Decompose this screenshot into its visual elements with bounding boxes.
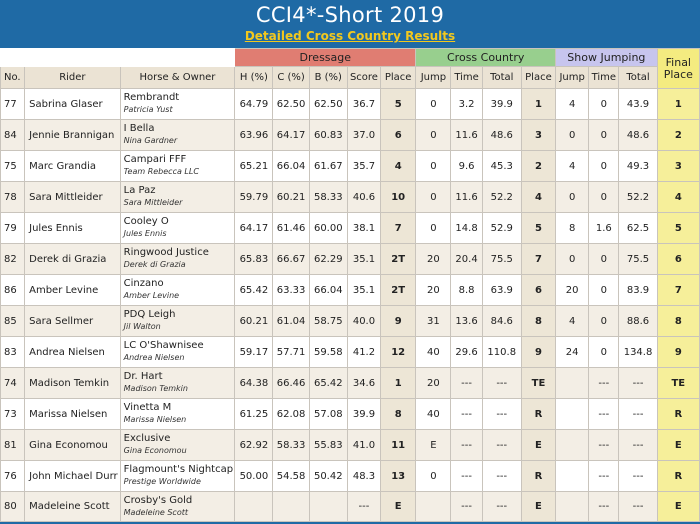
page-subtitle-link[interactable]: Detailed Cross Country Results: [244, 29, 456, 43]
final-place: TE: [657, 368, 699, 399]
rider-number: 85: [1, 306, 25, 337]
owner-name: Team Rebecca LLC: [123, 167, 199, 176]
xc-jump: 20: [416, 368, 451, 399]
horse-name: Exclusive: [123, 433, 171, 444]
table-row: [1, 399, 700, 430]
rider-name: Andrea Nielsen: [25, 337, 121, 368]
sj-jump: 0: [556, 120, 589, 151]
xc-jump: 0: [416, 89, 451, 120]
dressage-place: 4: [381, 151, 416, 182]
horse-name: Vinetta M: [123, 402, 172, 413]
rider-number: 82: [1, 244, 25, 275]
sj-total: 75.5: [619, 244, 657, 275]
table-row: [1, 151, 700, 182]
owner-name: Amber Levine: [123, 291, 180, 300]
horse-name: La Paz: [123, 185, 156, 196]
col-rider: Rider: [25, 67, 121, 89]
xc-time: 3.2: [451, 89, 482, 120]
xc-total: 110.8: [482, 337, 521, 368]
dressage-c: 62.50: [273, 89, 309, 120]
sj-time: ---: [589, 492, 619, 522]
sj-total: 49.3: [619, 151, 657, 182]
table-row: [1, 182, 700, 213]
owner-name: Andrea Nielsen: [123, 353, 185, 362]
xc-jump: 20: [416, 275, 451, 306]
dressage-place: 7: [381, 213, 416, 244]
sj-total: ---: [619, 399, 657, 430]
sj-total: 134.8: [619, 337, 657, 368]
dressage-c: 61.04: [273, 306, 309, 337]
horse-owner-cell: [120, 430, 235, 461]
col-no: No.: [1, 67, 25, 89]
col-sj-total: Total: [619, 67, 657, 89]
dressage-c: 64.17: [273, 120, 309, 151]
rider-name: Jules Ennis: [25, 213, 121, 244]
xc-time: 8.8: [451, 275, 482, 306]
owner-name: Nina Gardner: [123, 136, 178, 145]
horse-owner-cell: [120, 213, 235, 244]
xc-time: ---: [451, 492, 482, 522]
rider-number: 77: [1, 89, 25, 120]
rider-name: Derek di Grazia: [25, 244, 121, 275]
rider-number: 76: [1, 461, 25, 492]
sj-total: 43.9: [619, 89, 657, 120]
dressage-h: 65.42: [235, 275, 273, 306]
final-place: 1: [657, 89, 699, 120]
horse-owner-cell: [120, 337, 235, 368]
sj-total: ---: [619, 430, 657, 461]
dressage-c: 57.71: [273, 337, 309, 368]
final-place: E: [657, 492, 699, 522]
xc-time: 9.6: [451, 151, 482, 182]
horse-owner-cell: [120, 244, 235, 275]
dressage-place: 8: [381, 399, 416, 430]
xc-jump: [416, 492, 451, 522]
rider-name: Madeleine Scott: [25, 492, 121, 522]
sj-jump: 24: [556, 337, 589, 368]
dressage-score: 40.0: [347, 306, 380, 337]
dressage-c: 66.67: [273, 244, 309, 275]
owner-name: Derek di Grazia: [123, 260, 186, 269]
table-row: [1, 368, 700, 399]
xc-place: 3: [521, 120, 555, 151]
sj-total: ---: [619, 492, 657, 522]
horse-name: Ringwood Justice: [123, 247, 209, 258]
table-row: [1, 337, 700, 368]
xc-jump: 0: [416, 461, 451, 492]
owner-name: Patricia Yust: [123, 105, 173, 114]
horse-name: LC O'Shawnisee: [123, 340, 204, 351]
sj-jump: 20: [556, 275, 589, 306]
xc-time: ---: [451, 368, 482, 399]
dressage-b: 60.83: [309, 120, 347, 151]
dressage-place: 13: [381, 461, 416, 492]
xc-place: TE: [521, 368, 555, 399]
xc-total: 84.6: [482, 306, 521, 337]
dressage-b: 58.75: [309, 306, 347, 337]
xc-jump: 0: [416, 213, 451, 244]
xc-place: R: [521, 399, 555, 430]
rider-name: Sabrina Glaser: [25, 89, 121, 120]
sj-time: ---: [589, 368, 619, 399]
dressage-score: 35.7: [347, 151, 380, 182]
xc-time: ---: [451, 461, 482, 492]
sj-time: 0: [589, 120, 619, 151]
sj-time: 0: [589, 306, 619, 337]
sj-total: 88.6: [619, 306, 657, 337]
page-title: CCI4*-Short 2019: [255, 3, 445, 27]
dressage-score: 34.6: [347, 368, 380, 399]
owner-name: Jules Ennis: [123, 229, 167, 238]
group-cross-country: Cross Country: [416, 49, 556, 67]
table-row: [1, 89, 700, 120]
rider-number: 74: [1, 368, 25, 399]
xc-time: 20.4: [451, 244, 482, 275]
xc-total: 52.9: [482, 213, 521, 244]
rider-number: 75: [1, 151, 25, 182]
sj-jump: 0: [556, 244, 589, 275]
xc-jump: 0: [416, 151, 451, 182]
xc-time: 11.6: [451, 182, 482, 213]
xc-place: 8: [521, 306, 555, 337]
sj-time: 0: [589, 89, 619, 120]
horse-name: Flagmount's Nightcap: [123, 464, 234, 475]
final-place: 3: [657, 151, 699, 182]
rider-number: 83: [1, 337, 25, 368]
sj-time: 0: [589, 151, 619, 182]
horse-name: Cinzano: [123, 278, 164, 289]
owner-name: Madeleine Scott: [123, 507, 188, 517]
xc-jump: 31: [416, 306, 451, 337]
dressage-c: 63.33: [273, 275, 309, 306]
dressage-place: 6: [381, 120, 416, 151]
dressage-b: 58.33: [309, 182, 347, 213]
sj-jump: 4: [556, 306, 589, 337]
owner-name: Marissa Nielsen: [123, 415, 187, 424]
table-row: [1, 213, 700, 244]
dressage-place: 1: [381, 368, 416, 399]
sj-jump: 4: [556, 89, 589, 120]
dressage-score: 41.2: [347, 337, 380, 368]
sj-total: 48.6: [619, 120, 657, 151]
dressage-h: 60.21: [235, 306, 273, 337]
sj-total: 83.9: [619, 275, 657, 306]
sj-total: ---: [619, 461, 657, 492]
dressage-place: E: [381, 492, 416, 522]
horse-name: Campari FFF: [123, 154, 187, 165]
col-score: Score: [347, 67, 380, 89]
sj-total: 52.2: [619, 182, 657, 213]
sj-time: 0: [589, 244, 619, 275]
final-place: 4: [657, 182, 699, 213]
final-place: 5: [657, 213, 699, 244]
xc-place: 1: [521, 89, 555, 120]
xc-jump: 20: [416, 244, 451, 275]
final-place: 6: [657, 244, 699, 275]
dressage-c: 66.46: [273, 368, 309, 399]
table-row: [1, 120, 700, 151]
rider-number: 84: [1, 120, 25, 151]
xc-total: 75.5: [482, 244, 521, 275]
dressage-b: 62.29: [309, 244, 347, 275]
dressage-score: ---: [347, 492, 380, 522]
group-show-jumping: Show Jumping: [556, 49, 658, 67]
xc-jump: 0: [416, 182, 451, 213]
table-row: [1, 492, 700, 522]
col-c-percent: C (%): [273, 67, 309, 89]
dressage-b: 59.58: [309, 337, 347, 368]
dressage-score: 40.6: [347, 182, 380, 213]
col-h-percent: H (%): [235, 67, 273, 89]
owner-name: Prestige Worldwide: [123, 477, 201, 486]
dressage-h: 61.25: [235, 399, 273, 430]
rider-name: Amber Levine: [25, 275, 121, 306]
col-sj-jump: Jump: [556, 67, 589, 89]
rider-name: Madison Temkin: [25, 368, 121, 399]
xc-place: E: [521, 430, 555, 461]
dressage-score: 48.3: [347, 461, 380, 492]
xc-time: ---: [451, 430, 482, 461]
xc-jump: 40: [416, 399, 451, 430]
dressage-b: 60.00: [309, 213, 347, 244]
sj-time: ---: [589, 430, 619, 461]
col-sj-time: Time: [589, 67, 619, 89]
rider-number: 78: [1, 182, 25, 213]
dressage-place: 2T: [381, 275, 416, 306]
sj-time: 0: [589, 275, 619, 306]
dressage-place: 10: [381, 182, 416, 213]
sj-jump: [556, 492, 589, 522]
col-xc-place: Place: [521, 67, 555, 89]
rider-name: Marissa Nielsen: [25, 399, 121, 430]
xc-place: 5: [521, 213, 555, 244]
xc-time: 14.8: [451, 213, 482, 244]
dressage-h: 50.00: [235, 461, 273, 492]
final-place: 8: [657, 306, 699, 337]
page-header: [0, 0, 700, 48]
owner-name: Sara Mittleider: [123, 198, 183, 207]
xc-total: 52.2: [482, 182, 521, 213]
dressage-c: 60.21: [273, 182, 309, 213]
dressage-b: 62.50: [309, 89, 347, 120]
sj-time: 1.6: [589, 213, 619, 244]
col-xc-total: Total: [482, 67, 521, 89]
dressage-c: [273, 492, 309, 522]
dressage-h: 64.38: [235, 368, 273, 399]
table-row: [1, 306, 700, 337]
dressage-place: 2T: [381, 244, 416, 275]
horse-owner-cell: [120, 368, 235, 399]
table-row: [1, 461, 700, 492]
horse-owner-cell: [120, 306, 235, 337]
dressage-h: 65.21: [235, 151, 273, 182]
dressage-h: 64.79: [235, 89, 273, 120]
final-place: 7: [657, 275, 699, 306]
horse-owner-cell: [120, 399, 235, 430]
dressage-c: 61.46: [273, 213, 309, 244]
xc-total: 48.6: [482, 120, 521, 151]
col-b-percent: B (%): [309, 67, 347, 89]
dressage-c: 54.58: [273, 461, 309, 492]
col-xc-time: Time: [451, 67, 482, 89]
horse-name: PDQ Leigh: [123, 309, 176, 320]
sj-total: ---: [619, 368, 657, 399]
xc-total: ---: [482, 461, 521, 492]
dressage-h: 62.92: [235, 430, 273, 461]
xc-place: 9: [521, 337, 555, 368]
horse-name: Crosby's Gold: [123, 494, 193, 506]
xc-total: 63.9: [482, 275, 521, 306]
dressage-c: 58.33: [273, 430, 309, 461]
final-place: R: [657, 461, 699, 492]
dressage-b: 66.04: [309, 275, 347, 306]
dressage-b: [309, 492, 347, 522]
dressage-place: 12: [381, 337, 416, 368]
dressage-score: 41.0: [347, 430, 380, 461]
dressage-h: [235, 492, 273, 522]
dressage-score: 39.9: [347, 399, 380, 430]
dressage-place: 11: [381, 430, 416, 461]
xc-place: E: [521, 492, 555, 522]
col-dressage-place: Place: [381, 67, 416, 89]
xc-place: 4: [521, 182, 555, 213]
dressage-c: 66.04: [273, 151, 309, 182]
dressage-h: 65.83: [235, 244, 273, 275]
dressage-place: 5: [381, 89, 416, 120]
owner-name: Gina Economou: [123, 446, 187, 455]
horse-owner-cell: [120, 461, 235, 492]
xc-place: 7: [521, 244, 555, 275]
dressage-h: 59.79: [235, 182, 273, 213]
table-row: [1, 430, 700, 461]
dressage-h: 63.96: [235, 120, 273, 151]
rider-name: Sara Sellmer: [25, 306, 121, 337]
dressage-b: 55.83: [309, 430, 347, 461]
rider-number: 81: [1, 430, 25, 461]
final-place: R: [657, 399, 699, 430]
rider-number: 86: [1, 275, 25, 306]
xc-place: 6: [521, 275, 555, 306]
col-horse-owner: Horse & Owner: [120, 67, 235, 89]
rider-name: Gina Economou: [25, 430, 121, 461]
rider-number: 79: [1, 213, 25, 244]
dressage-score: 37.0: [347, 120, 380, 151]
xc-time: ---: [451, 399, 482, 430]
col-final-place: Final Place: [657, 49, 699, 89]
horse-owner-cell: [120, 89, 235, 120]
sj-time: 0: [589, 337, 619, 368]
horse-owner-cell: [120, 182, 235, 213]
xc-total: 39.9: [482, 89, 521, 120]
horse-name: Cooley O: [123, 216, 169, 227]
rider-name: John Michael Durr: [25, 461, 121, 492]
sj-jump: 4: [556, 151, 589, 182]
xc-total: ---: [482, 368, 521, 399]
sj-jump: 0: [556, 182, 589, 213]
rider-name: Sara Mittleider: [25, 182, 121, 213]
dressage-b: 61.67: [309, 151, 347, 182]
dressage-b: 57.08: [309, 399, 347, 430]
dressage-c: 62.08: [273, 399, 309, 430]
rider-number: 73: [1, 399, 25, 430]
table-row: [1, 275, 700, 306]
xc-total: 45.3: [482, 151, 521, 182]
sj-total: 62.5: [619, 213, 657, 244]
xc-jump: E: [416, 430, 451, 461]
horse-name: I Bella: [123, 123, 155, 134]
horse-owner-cell: [120, 492, 235, 522]
rider-name: Marc Grandia: [25, 151, 121, 182]
xc-place: R: [521, 461, 555, 492]
rider-number: 80: [1, 492, 25, 522]
horse-owner-cell: [120, 120, 235, 151]
final-place: E: [657, 430, 699, 461]
dressage-b: 65.42: [309, 368, 347, 399]
table-row: [1, 244, 700, 275]
sj-jump: 8: [556, 213, 589, 244]
sj-time: ---: [589, 461, 619, 492]
xc-time: 11.6: [451, 120, 482, 151]
col-xc-jump: Jump: [416, 67, 451, 89]
dressage-score: 35.1: [347, 275, 380, 306]
horse-owner-cell: [120, 275, 235, 306]
dressage-b: 50.42: [309, 461, 347, 492]
sj-time: 0: [589, 182, 619, 213]
sj-time: ---: [589, 399, 619, 430]
rider-name: Jennie Brannigan: [25, 120, 121, 151]
results-table: [0, 48, 700, 522]
sj-jump: [556, 399, 589, 430]
sj-jump: [556, 430, 589, 461]
xc-jump: 0: [416, 120, 451, 151]
horse-name: Rembrandt: [123, 92, 180, 103]
xc-time: 29.6: [451, 337, 482, 368]
xc-place: 2: [521, 151, 555, 182]
xc-jump: 40: [416, 337, 451, 368]
xc-total: ---: [482, 399, 521, 430]
horse-owner-cell: [120, 151, 235, 182]
dressage-score: 35.1: [347, 244, 380, 275]
dressage-h: 59.17: [235, 337, 273, 368]
owner-name: Madison Temkin: [123, 384, 188, 393]
xc-total: ---: [482, 492, 521, 522]
dressage-place: 9: [381, 306, 416, 337]
xc-time: 13.6: [451, 306, 482, 337]
group-dressage: Dressage: [235, 49, 416, 67]
horse-name: Dr. Hart: [123, 371, 163, 382]
final-place: 9: [657, 337, 699, 368]
dressage-score: 38.1: [347, 213, 380, 244]
owner-name: Jil Walton: [123, 322, 161, 331]
final-place: 2: [657, 120, 699, 151]
dressage-score: 36.7: [347, 89, 380, 120]
xc-total: ---: [482, 430, 521, 461]
sj-jump: [556, 461, 589, 492]
sj-jump: [556, 368, 589, 399]
dressage-h: 64.17: [235, 213, 273, 244]
